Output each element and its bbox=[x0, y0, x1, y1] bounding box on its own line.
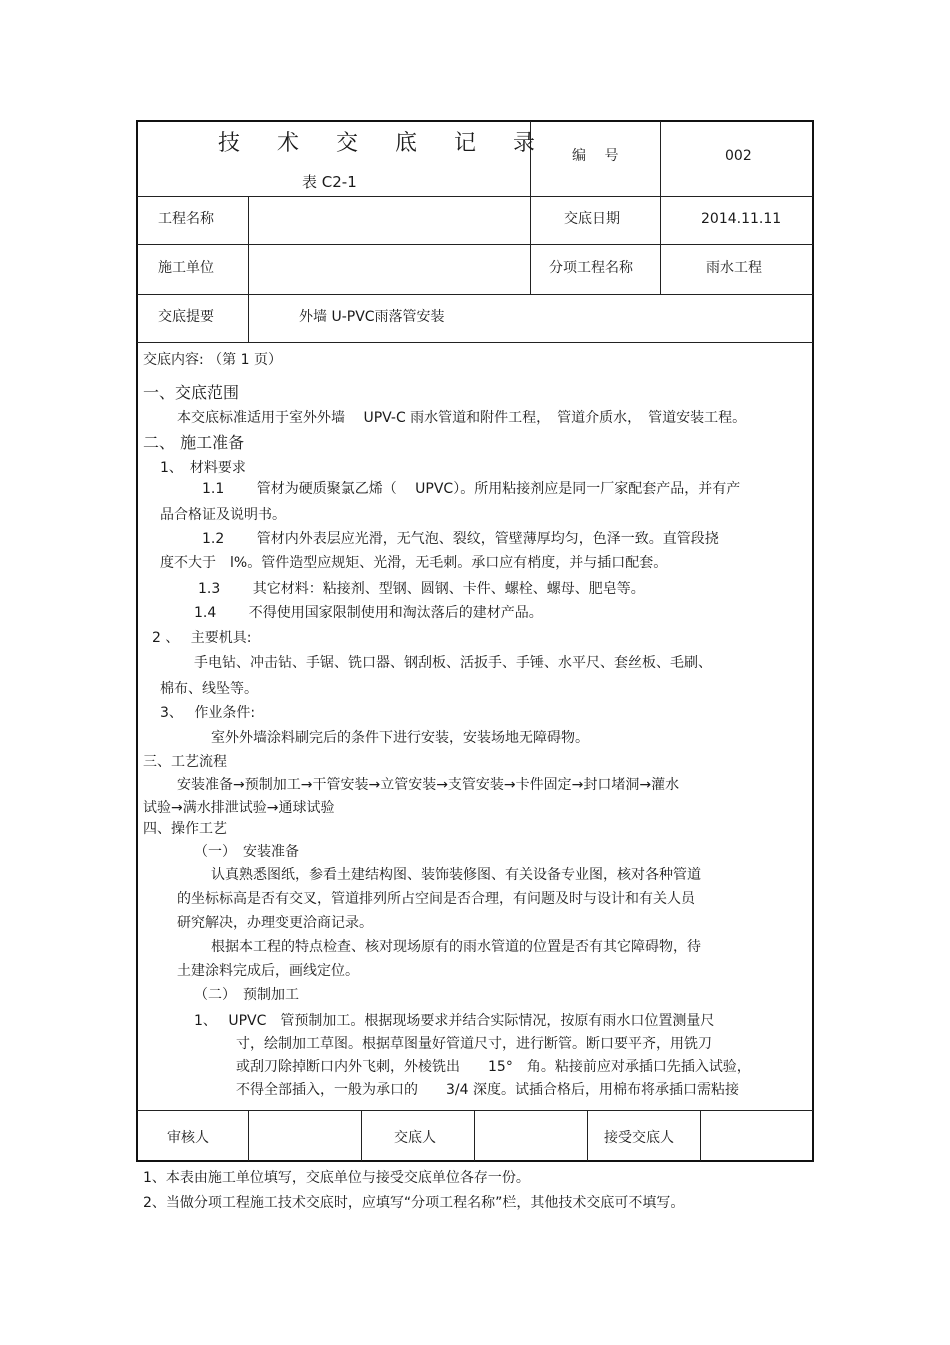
section-heading: 二、 施工准备 bbox=[143, 433, 245, 452]
content-line: 或刮刀除掉断口内外飞刺，外棱铣出 15° 角。粘接前应对承插口先插入试验， bbox=[236, 1059, 751, 1075]
footnote: 1、本表由施工单位填写，交底单位与接受交底单位各存一份。 bbox=[143, 1170, 530, 1186]
content-line: 2 、 主要机具: bbox=[152, 630, 252, 646]
col-divider bbox=[474, 1110, 475, 1161]
date-value: 2014.11.11 bbox=[701, 211, 782, 227]
content-line: 安装准备→预制加工→干管安装→立管安装→支管安装→卡件固定→封口堵洞→灌水 bbox=[177, 777, 680, 793]
reviewer-label: 审核人 bbox=[167, 1130, 209, 1146]
content-line: 度不大于 l%。管件造型应规矩、光滑，无毛刺。承口应有梢度，并与插口配套。 bbox=[160, 555, 668, 571]
content-line: 1、 UPVC 管预制加工。根据现场要求并结合实际情况，按原有雨水口位置测量尺 bbox=[194, 1013, 715, 1029]
content-line: 寸，绘制加工草图。根据草图量好管道尺寸，进行断管。断口要平齐，用铣刀 bbox=[236, 1036, 712, 1052]
row-divider bbox=[137, 244, 813, 245]
content-line: 根据本工程的特点检查、核对现场原有的雨水管道的位置是否有其它障碍物，待 bbox=[211, 939, 701, 955]
col-divider bbox=[248, 196, 249, 342]
col-divider bbox=[248, 1110, 249, 1161]
col-divider bbox=[361, 1110, 362, 1161]
content-line: 棉布、线坠等。 bbox=[160, 681, 258, 697]
content-line: 1.2 管材内外表层应光滑，无气泡、裂纹，管壁薄厚均匀，色泽一致。直管段挠 bbox=[202, 531, 719, 547]
row-divider bbox=[137, 294, 813, 295]
content-line: 室外外墙涂料刷完后的条件下进行安装，安装场地无障碍物。 bbox=[211, 730, 589, 746]
row-divider bbox=[137, 1110, 813, 1111]
section-heading: 三、工艺流程 bbox=[143, 754, 227, 770]
row-divider bbox=[137, 196, 813, 197]
number-label: 编 号 bbox=[572, 148, 619, 164]
content-line: （一） 安装准备 bbox=[194, 844, 299, 860]
presenter-label: 交底人 bbox=[394, 1130, 436, 1146]
date-label: 交底日期 bbox=[564, 211, 620, 227]
content-heading: 交底内容: （第 1 页） bbox=[143, 352, 282, 368]
col-divider bbox=[700, 1110, 701, 1161]
summary-label: 交底提要 bbox=[158, 309, 214, 325]
summary-value: 外墙 U-PVC雨落管安装 bbox=[299, 309, 445, 325]
col-divider bbox=[530, 196, 531, 294]
content-line: 1.1 管材为硬质聚氯乙烯（ UPVC）。所用粘接剂应是同一厂家配套产品，并有产 bbox=[202, 481, 741, 497]
project-name-label: 工程名称 bbox=[158, 211, 214, 227]
section-heading: 四、操作工艺 bbox=[143, 821, 227, 837]
content-line: 1、 材料要求 bbox=[160, 460, 246, 476]
footnote: 2、当做分项工程施工技术交底时，应填写“分项工程名称”栏，其他技术交底可不填写。 bbox=[143, 1195, 685, 1211]
col-divider bbox=[587, 1110, 588, 1161]
col-divider bbox=[660, 121, 661, 196]
content-line: 1.3 其它材料：粘接剂、型钢、圆钢、卡件、螺栓、螺母、肥皂等。 bbox=[198, 581, 645, 597]
col-divider bbox=[660, 196, 661, 294]
content-line: 的坐标标高是否有交叉，管道排列所占空间是否合理，有问题及时与设计和有关人员 bbox=[177, 891, 695, 907]
section-heading: 一、交底范围 bbox=[143, 383, 240, 402]
content-line: 试验→满水排泄试验→通球试验 bbox=[143, 800, 335, 816]
content-line: 本交底标准适用于室外外墙 UPV-C 雨水管道和附件工程， 管道介质水， 管道安装工程。 bbox=[177, 410, 747, 426]
content-line: 品合格证及说明书。 bbox=[160, 507, 286, 523]
sub-project-label: 分项工程名称 bbox=[549, 260, 633, 276]
content-line: 手电钻、冲击钻、手锯、铣口器、钢刮板、活扳手、手锤、水平尺、套丝板、毛刷、 bbox=[194, 655, 712, 671]
content-line: 研究解决，办理变更洽商记录。 bbox=[177, 915, 373, 931]
number-value: 002 bbox=[725, 148, 752, 164]
content-line: 土建涂料完成后，画线定位。 bbox=[177, 963, 359, 979]
content-line: 不得全部插入，一般为承口的 3/4 深度。试插合格后，用棉布将承插口需粘接 bbox=[236, 1082, 739, 1098]
form-number: 表 C2-1 bbox=[302, 173, 357, 191]
row-divider bbox=[137, 342, 813, 343]
content-line: 3、 作业条件: bbox=[160, 705, 256, 721]
content-line: 1.4 不得使用国家限制使用和淘汰落后的建材产品。 bbox=[194, 605, 543, 621]
sub-project-value: 雨水工程 bbox=[706, 260, 762, 276]
unit-label: 施工单位 bbox=[158, 260, 214, 276]
receiver-label: 接受交底人 bbox=[604, 1130, 674, 1146]
content-line: 认真熟悉图纸，参看土建结构图、装饰装修图、有关设备专业图，核对各种管道 bbox=[211, 867, 701, 883]
content-line: （二） 预制加工 bbox=[194, 987, 299, 1003]
document-title: 技 术 交 底 记 录 bbox=[218, 131, 550, 156]
